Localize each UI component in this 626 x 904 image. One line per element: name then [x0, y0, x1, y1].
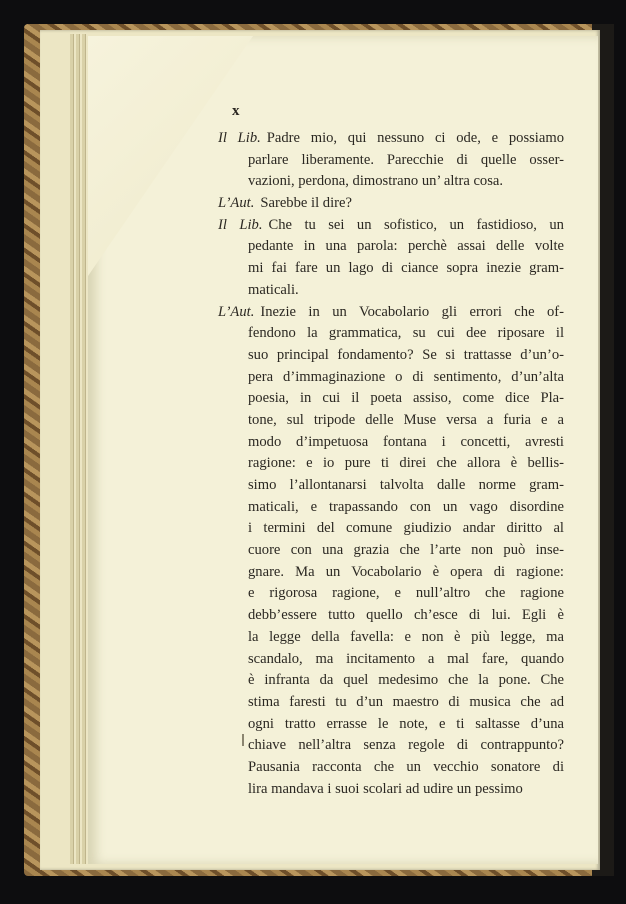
leaf-edge: [76, 34, 80, 864]
page-number: x: [232, 103, 240, 119]
line-text: suo principal fondamento? Se si trattasse d’un’o-: [248, 346, 564, 363]
line-text: i termini del comune giudizio andar diritto al: [248, 520, 564, 537]
text-line: [218, 193, 564, 215]
text-line: [218, 692, 564, 714]
line-text: maticali.: [248, 281, 299, 298]
text-line: [218, 453, 564, 475]
leaf-edge: [82, 34, 86, 864]
leaf-edge: [70, 34, 74, 864]
text-line: [218, 150, 564, 172]
line-text: Padre mio, qui nessuno ci ode, e possiamo: [266, 130, 564, 146]
text-line: [218, 367, 564, 389]
text-line: [218, 497, 564, 519]
text-line: [218, 518, 564, 540]
line-text: modo d’impetuosa fontana i concetti, avresti: [248, 433, 564, 450]
text-line: [218, 388, 564, 410]
text-line: [218, 258, 564, 280]
text-line: [218, 236, 564, 258]
line-text: Inezie in un Vocabolario gli errori che of-: [260, 303, 564, 320]
line-text: stima faresti tu d’un maestro di musica che ad: [248, 693, 564, 710]
line-text: pedante in una parola: perchè assai delle volte: [248, 238, 564, 255]
line-text: gnare. Ma un Vocabolario è opera di ragione:: [248, 563, 564, 580]
text-line: [218, 714, 564, 736]
line-text: chiave nell’altra senza regole di contrappunto?: [248, 737, 564, 754]
text-line: [218, 128, 564, 150]
line-text: la legge della favella: e non è più legge, ma: [248, 628, 564, 645]
speaker-label: Il Lib.: [218, 130, 261, 146]
line-text: Che tu sei un sofistico, un fastidioso, un: [268, 216, 564, 233]
speaker-label: L’Aut.: [218, 303, 255, 320]
line-text: parlare liberamente. Parecchie di quelle osser-: [248, 151, 564, 168]
line-text: simo l’allontanarsi talvolta dalle norme gram-: [248, 477, 564, 493]
text-line: [218, 323, 564, 345]
text-line: [218, 605, 564, 627]
line-text: fendono la grammatica, su cui dee riposare il: [248, 325, 564, 342]
text-line: [218, 627, 564, 649]
text-line: [218, 583, 564, 605]
line-text: e rigorosa ragione, e null’altro che ragione: [248, 585, 564, 602]
text-line: [218, 735, 564, 757]
line-text: è infranta da quel medesimo che la pone. Che: [248, 672, 564, 689]
line-text: tone, sul tripode delle Muse versa a furia e a: [248, 411, 564, 428]
page-text: [218, 128, 564, 800]
line-text: Sarebbe il dire?: [260, 195, 352, 212]
text-line: [218, 410, 564, 432]
line-text: debb’essere tutto quello ch’esce di lui. Egli è: [248, 607, 564, 624]
text-line: [218, 432, 564, 454]
line-text: vazioni, perdona, dimostrano un’ altra cosa.: [248, 173, 504, 190]
speaker-label: Il Lib.: [218, 216, 263, 233]
text-line: [218, 475, 564, 497]
text-line: [218, 562, 564, 584]
line-text: ragione: e io pure ti direi che allora è bellis-: [248, 455, 564, 472]
line-text: cuore con una grazia che l’arte non può inse-: [248, 542, 564, 559]
text-line: [218, 649, 564, 671]
line-text: poesia, in cui il poeta assiso, come dice Pla-: [248, 390, 564, 407]
line-text: pera d’immaginazione o di sentimento, d’un’alta: [248, 368, 564, 385]
line-text: ogni tratto errasse le note, e ti saltasse d’una: [248, 715, 564, 732]
text-line: [218, 302, 564, 324]
ink-mark: [242, 734, 244, 746]
text-line: [218, 280, 564, 302]
speaker-label: L’Aut.: [218, 195, 255, 212]
line-text: maticali, e trapassando con un vago disordine: [248, 498, 564, 515]
line-text: Pausania racconta che un vecchio sonatore di: [248, 758, 564, 775]
line-text: scandalo, ma incitamento a mal fare, quando: [248, 650, 564, 667]
text-line: [218, 215, 564, 237]
text-line: [218, 540, 564, 562]
text-line: [218, 171, 564, 193]
text-line: [218, 757, 564, 779]
text-line: [218, 779, 564, 801]
line-text: mi fai fare un lago di ciance sopra inezie gram-: [248, 260, 564, 277]
text-line: [218, 670, 564, 692]
line-text: lira mandava i suoi scolari ad udire un pessimo: [248, 780, 523, 797]
text-line: [218, 345, 564, 367]
